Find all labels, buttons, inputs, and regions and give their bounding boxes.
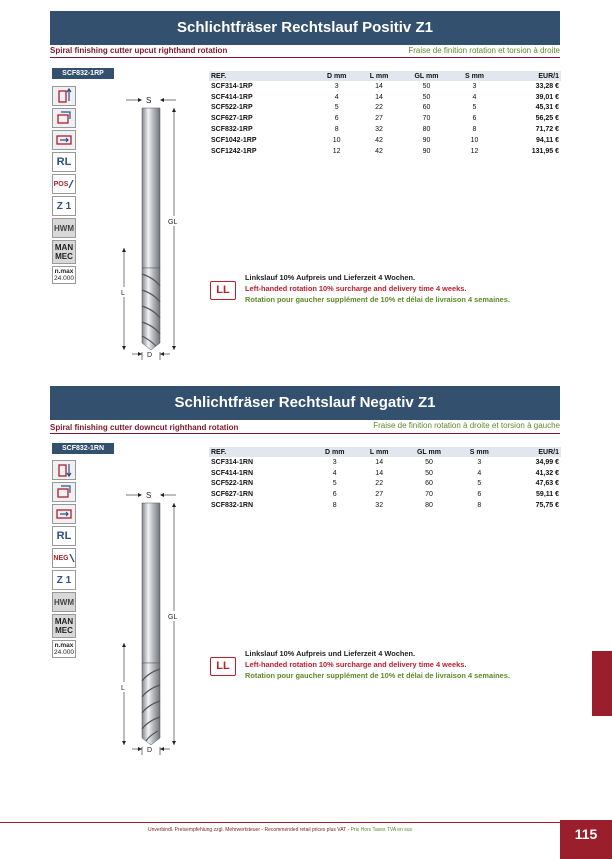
- cell-gl: 50: [422, 82, 431, 90]
- cell-gl: 60: [425, 480, 433, 488]
- cell-l: 14: [375, 469, 384, 477]
- note-en: Left-handed rotation 10% surcharge and delivery time 4 weeks.: [245, 660, 467, 669]
- cell-ref: SCF1042-1RP: [211, 136, 257, 144]
- table-row: [209, 135, 561, 146]
- s-dim-label: S: [146, 491, 152, 500]
- cell-price: 34,99 €: [535, 458, 559, 466]
- nmax-icon: [52, 640, 76, 658]
- section-1-divider: [50, 57, 560, 58]
- table-row: [209, 489, 561, 500]
- note-fr: Rotation pour gaucher supplément de 10% et délai de livraison 4 semaines.: [245, 671, 510, 680]
- cell-s: 12: [470, 147, 479, 155]
- section-1-tool-drawing: [116, 88, 196, 363]
- cell-price: 75,75 €: [535, 502, 559, 510]
- cell-gl: 70: [422, 115, 431, 123]
- cell-price: 59,11 €: [536, 491, 559, 499]
- section-1-price-table: [209, 71, 561, 157]
- cell-ref: SCF627-1RN: [211, 491, 254, 499]
- table-row: [209, 146, 561, 157]
- footer-text-de: Unverbindl. Preisempfehlung zzgl. Mehrwertsteuer -: [147, 827, 265, 833]
- rl-icon: RL: [52, 152, 76, 172]
- cell-s: 3: [472, 82, 477, 90]
- section-1-code: SCF832-1RP: [52, 68, 114, 79]
- col-l: L mm: [358, 447, 401, 457]
- pos-icon-label: POS: [53, 180, 69, 188]
- section-2-price-table: [209, 447, 561, 511]
- pos-icon: [52, 174, 76, 194]
- man-mec-icon: [52, 240, 76, 264]
- table-row: [209, 468, 561, 479]
- cell-price: 94,11 €: [536, 136, 559, 144]
- table-row: [209, 113, 561, 124]
- cell-s: 8: [477, 502, 482, 510]
- cell-d: 12: [332, 147, 341, 155]
- cell-d: 4: [332, 469, 337, 477]
- nmax-value: 24.000: [54, 275, 74, 282]
- cell-d: 3: [334, 82, 339, 90]
- cell-s: 4: [477, 469, 482, 477]
- col-gl: GL mm: [401, 447, 457, 457]
- table-row: [209, 81, 561, 92]
- col-d: D mm: [312, 447, 358, 457]
- table-row: [209, 479, 561, 490]
- col-l: L mm: [358, 71, 399, 81]
- man-mec-icon: [52, 614, 76, 638]
- cell-ref: SCF1242-1RP: [211, 147, 257, 155]
- cell-ref: SCF832-1RN: [211, 502, 254, 510]
- neg-icon: [52, 548, 76, 568]
- cell-gl: 50: [425, 458, 433, 466]
- cell-l: 14: [375, 458, 384, 466]
- neg-icon-label: NEG: [53, 554, 69, 562]
- gl-dim-label: GL: [168, 219, 178, 226]
- cell-price: 56,25 €: [535, 115, 559, 123]
- section-2-ll-badge: LL: [210, 657, 236, 676]
- cell-price: 33,28 €: [535, 82, 559, 90]
- l-dim-label: L: [121, 290, 125, 297]
- cell-d: 5: [334, 104, 339, 112]
- table-header-row: [209, 447, 561, 457]
- s-dim-label: S: [146, 96, 152, 105]
- col-ref: REF.: [209, 447, 312, 457]
- section-2-note: [245, 648, 510, 681]
- cell-s: 6: [472, 115, 477, 123]
- note-de: Linkslauf 10% Aufpreis und Lieferzeit 4 Wochen.: [245, 649, 416, 658]
- section-1-ll-badge: LL: [210, 281, 236, 300]
- note-de: Linkslauf 10% Aufpreis und Lieferzeit 4 Wochen.: [245, 273, 416, 282]
- nmax-icon: [52, 266, 76, 284]
- table-row: [209, 457, 561, 468]
- nmax-label: n.max: [54, 642, 74, 649]
- slotting-icon: [52, 130, 76, 150]
- cell-l: 14: [375, 82, 383, 90]
- table-row: [209, 92, 561, 103]
- cell-gl: 50: [422, 93, 431, 101]
- cell-price: 131,95 €: [531, 147, 559, 155]
- z1-icon: Z 1: [52, 570, 76, 590]
- slotting-icon: [52, 504, 76, 524]
- nmax-value: 24.000: [54, 649, 74, 656]
- section-1-note: [245, 272, 510, 305]
- table-row: [209, 124, 561, 135]
- cell-d: 8: [334, 126, 339, 134]
- cell-ref: SCF832-1RP: [211, 126, 253, 134]
- l-dim-label: L: [121, 685, 125, 692]
- cell-s: 8: [472, 126, 477, 134]
- section-1-subtitle-en: Spiral finishing cutter upcut righthand rotation: [50, 46, 228, 55]
- cell-l: 14: [375, 93, 383, 101]
- section-1-icon-column: [52, 86, 78, 286]
- workpiece-edge-icon: [52, 108, 76, 128]
- mec-label: MEC: [55, 252, 73, 261]
- table-header-row: [209, 71, 561, 81]
- section-2-subtitle-en: Spiral finishing cutter downcut righthand rotation: [50, 423, 239, 432]
- cell-d: 5: [332, 480, 337, 488]
- cell-gl: 80: [425, 502, 433, 510]
- cell-ref: SCF522-1RN: [211, 480, 254, 488]
- col-gl: GL mm: [400, 71, 454, 81]
- d-dim-label: D: [147, 747, 153, 754]
- section-2-subtitle-fr: Fraise de finition rotation à droite et torsion à gauche: [373, 421, 560, 430]
- footer-text-en: Recommended retail prices plus VAT -: [264, 827, 351, 833]
- cell-price: 47,63 €: [535, 480, 559, 488]
- cell-ref: SCF314-1RN: [211, 458, 254, 466]
- upcut-icon: [52, 86, 76, 106]
- section-2-icon-column: [52, 460, 78, 660]
- cell-d: 3: [332, 458, 337, 466]
- section-2-title: Schlichtfräser Rechtslauf Negativ Z1: [50, 386, 560, 420]
- hwm-icon: HWM: [52, 592, 76, 612]
- man-label: MAN: [54, 617, 74, 626]
- cell-d: 10: [332, 136, 341, 144]
- man-label: MAN: [54, 243, 74, 252]
- cell-price: 41,32 €: [535, 469, 559, 477]
- note-fr: Rotation pour gaucher supplément de 10% et délai de livraison 4 semaines.: [245, 295, 510, 304]
- page-number: 115: [560, 820, 612, 859]
- cell-ref: SCF414-1RP: [211, 93, 253, 101]
- cell-gl: 80: [422, 126, 431, 134]
- note-en: Left-handed rotation 10% surcharge and delivery time 4 weeks.: [245, 284, 467, 293]
- cell-gl: 70: [425, 491, 433, 499]
- footer-text-fr: Prix Hors Taxes TVA en sus: [350, 827, 413, 833]
- section-1-subtitle-fr: Fraise de finition rotation et torsion à droite: [408, 46, 560, 55]
- cell-l: 22: [375, 104, 383, 112]
- col-ref: REF.: [209, 71, 315, 81]
- cell-d: 4: [334, 93, 339, 101]
- downcut-icon: [52, 460, 76, 480]
- cell-ref: SCF522-1RP: [211, 104, 253, 112]
- cell-s: 4: [472, 93, 477, 101]
- cell-gl: 60: [422, 104, 431, 112]
- section-2-tool-drawing: [116, 483, 196, 758]
- cell-ref: SCF314-1RP: [211, 82, 253, 90]
- section-2-divider: [50, 433, 560, 434]
- footer-text: [0, 827, 560, 833]
- hwm-icon: HWM: [52, 218, 76, 238]
- mec-label: MEC: [55, 626, 73, 635]
- col-price: EUR/1: [502, 447, 561, 457]
- cell-price: 45,31 €: [535, 104, 559, 112]
- nmax-label: n.max: [54, 268, 74, 275]
- col-s: S mm: [457, 447, 502, 457]
- cell-gl: 90: [422, 147, 431, 155]
- cell-ref: SCF414-1RN: [211, 469, 254, 477]
- d-dim-label: D: [147, 352, 153, 359]
- cell-gl: 90: [422, 136, 431, 144]
- cell-s: 3: [477, 458, 482, 466]
- cell-s: 6: [477, 491, 482, 499]
- cell-l: 32: [375, 502, 384, 510]
- cell-l: 27: [375, 115, 383, 123]
- cell-l: 42: [375, 136, 383, 144]
- cell-gl: 50: [425, 469, 433, 477]
- footer-divider: [0, 822, 560, 823]
- rl-icon: RL: [52, 526, 76, 546]
- cell-price: 71,72 €: [535, 126, 559, 134]
- cell-d: 6: [334, 115, 339, 123]
- cell-d: 6: [332, 491, 337, 499]
- col-d: D mm: [315, 71, 358, 81]
- cell-l: 27: [375, 491, 384, 499]
- cell-l: 42: [375, 147, 383, 155]
- table-row: [209, 500, 561, 511]
- cell-price: 39,01 €: [535, 93, 559, 101]
- cell-s: 5: [477, 480, 482, 488]
- col-s: S mm: [453, 71, 496, 81]
- section-2-code: SCF832-1RN: [52, 443, 114, 454]
- gl-dim-label: GL: [168, 614, 178, 621]
- workpiece-edge-icon: [52, 482, 76, 502]
- col-price: EUR/1: [496, 71, 561, 81]
- cell-d: 8: [332, 502, 337, 510]
- cell-s: 5: [472, 104, 477, 112]
- cell-l: 32: [375, 126, 383, 134]
- table-row: [209, 103, 561, 114]
- cell-s: 10: [470, 136, 479, 144]
- cell-ref: SCF627-1RP: [211, 115, 253, 123]
- z1-icon: Z 1: [52, 196, 76, 216]
- section-1-title: Schlichtfräser Rechtslauf Positiv Z1: [50, 11, 560, 45]
- chapter-tab: [592, 651, 612, 716]
- cell-l: 22: [375, 480, 384, 488]
